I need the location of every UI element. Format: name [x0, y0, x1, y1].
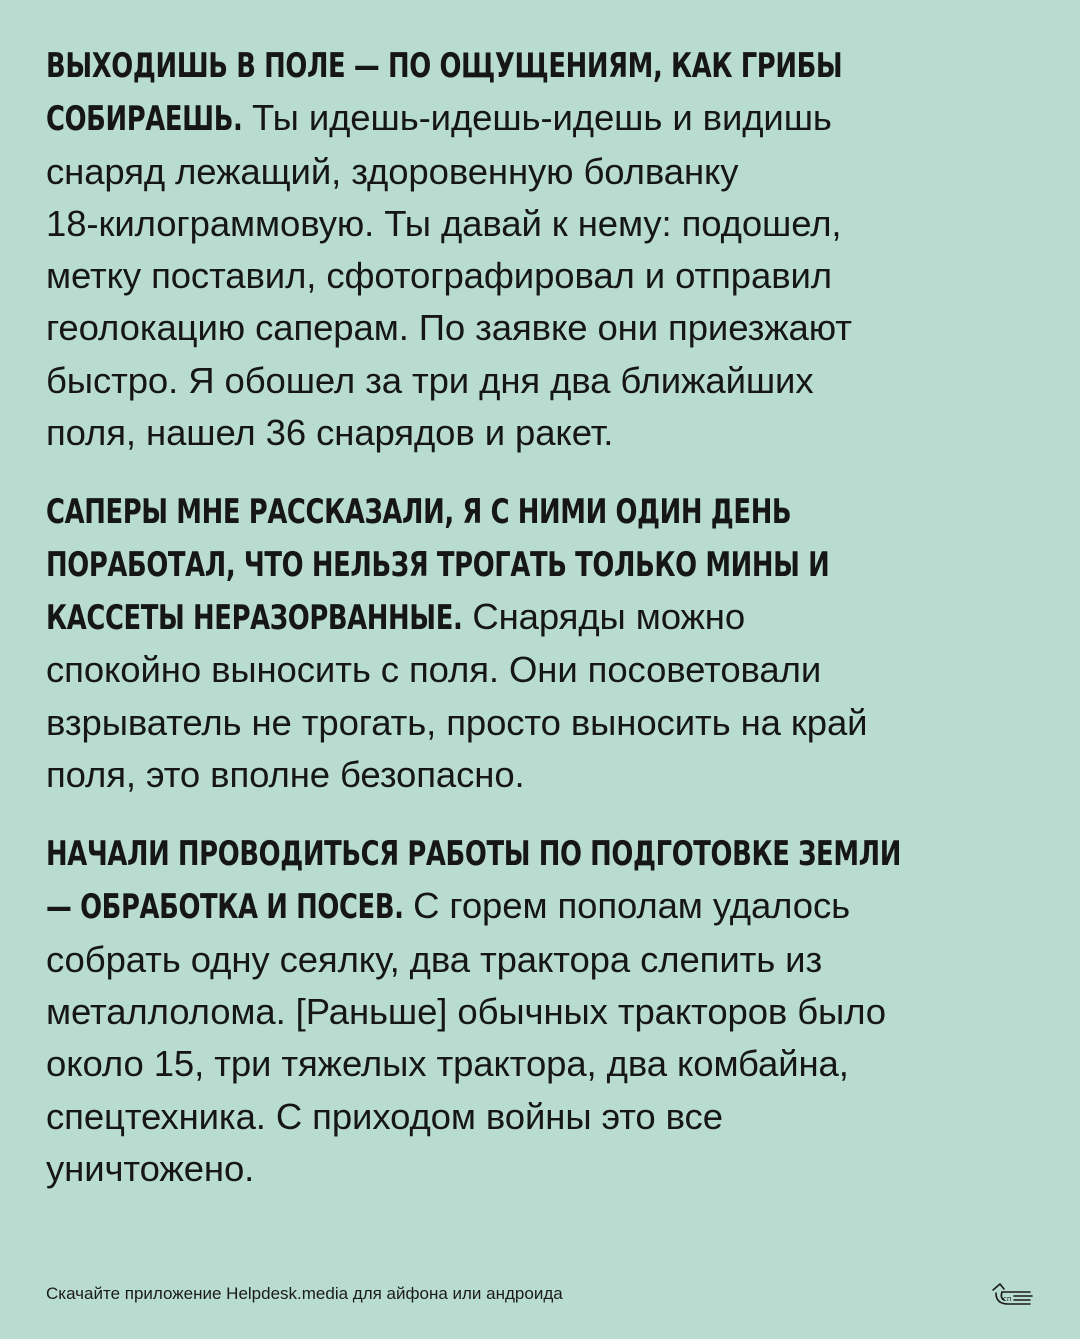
paragraph-lead-line: НАЧАЛИ ПРОВОДИТЬСЯ РАБОТЫ ПО ПОДГОТОВКЕ ЗЕМЛИ	[46, 834, 901, 875]
paragraph-line: снаряд лежащий, здоровенную болванку	[46, 150, 739, 192]
paragraph-text-start: Снаряды можно	[462, 595, 746, 637]
paragraph-1	[46, 40, 1036, 459]
paragraph-line: 18-килограммовую. Ты давай к нему: подошел,	[46, 202, 842, 244]
paragraph-mixed-line	[46, 92, 1036, 145]
paragraph-text-start: Ты идешь-идешь-идешь и видишь	[242, 97, 832, 139]
paragraph-line: геолокацию саперам. По заявке они приезжают	[46, 307, 852, 349]
paragraph-lead-line: САПЕРЫ МНЕ РАССКАЗАЛИ, Я С НИМИ ОДИН ДЕНЬ	[46, 492, 792, 533]
paragraph-line: металлолома. [Раньше] обычных тракторов было	[46, 991, 887, 1033]
paragraph-line: быстро. Я обошел за три дня два ближайших	[46, 359, 814, 401]
paragraph-line: поля, нашел 36 снарядов и ракет.	[46, 412, 614, 454]
paragraph-mixed-line	[46, 591, 1036, 644]
hand-pointing-logo-icon	[990, 1280, 1036, 1308]
paragraph-mixed-line	[46, 880, 1036, 933]
footer-app-link[interactable]: Скачайте приложение Helpdesk.media для айфона или андроида	[46, 1284, 563, 1303]
article-body	[46, 40, 1036, 1222]
svg-text:сп: сп	[1003, 1295, 1012, 1303]
paragraph-line: спецтехника. С приходом войны это все	[46, 1095, 723, 1137]
paragraph-lead-line: ВЫХОДИШЬ В ПОЛЕ — ПО ОЩУЩЕНИЯМ, КАК ГРИБЫ	[46, 46, 843, 86]
paragraph-2	[46, 486, 1036, 801]
paragraph-lead-line: ПОРАБОТАЛ, ЧТО НЕЛЬЗЯ ТРОГАТЬ ТОЛЬКО МИНЫ И	[46, 544, 830, 585]
paragraph-line: собрать одну сеялку, два трактора слепить из	[46, 938, 823, 980]
paragraph-line: уничтожено.	[46, 1147, 255, 1189]
paragraph-line: взрыватель не трогать, просто выносить на край	[46, 701, 868, 743]
paragraph-line: поля, это вполне безопасно.	[46, 753, 525, 795]
paragraph-line: спокойно выносить с поля. Они посоветовали	[46, 649, 822, 691]
paragraph-lead-end: — ОБРАБОТКА И ПОСЕВ.	[46, 887, 404, 928]
paragraph-lead-end: КАССЕТЫ НЕРАЗОРВАННЫЕ.	[46, 597, 463, 638]
paragraph-3	[46, 828, 1036, 1195]
paragraph-text-start: С горем пополам удалось	[403, 885, 851, 927]
paragraph-line: метку поставил, сфотографировал и отправил	[46, 255, 832, 297]
paragraph-line: около 15, три тяжелых трактора, два комбайна,	[46, 1043, 849, 1085]
paragraph-lead-end: СОБИРАЕШЬ.	[46, 99, 243, 140]
